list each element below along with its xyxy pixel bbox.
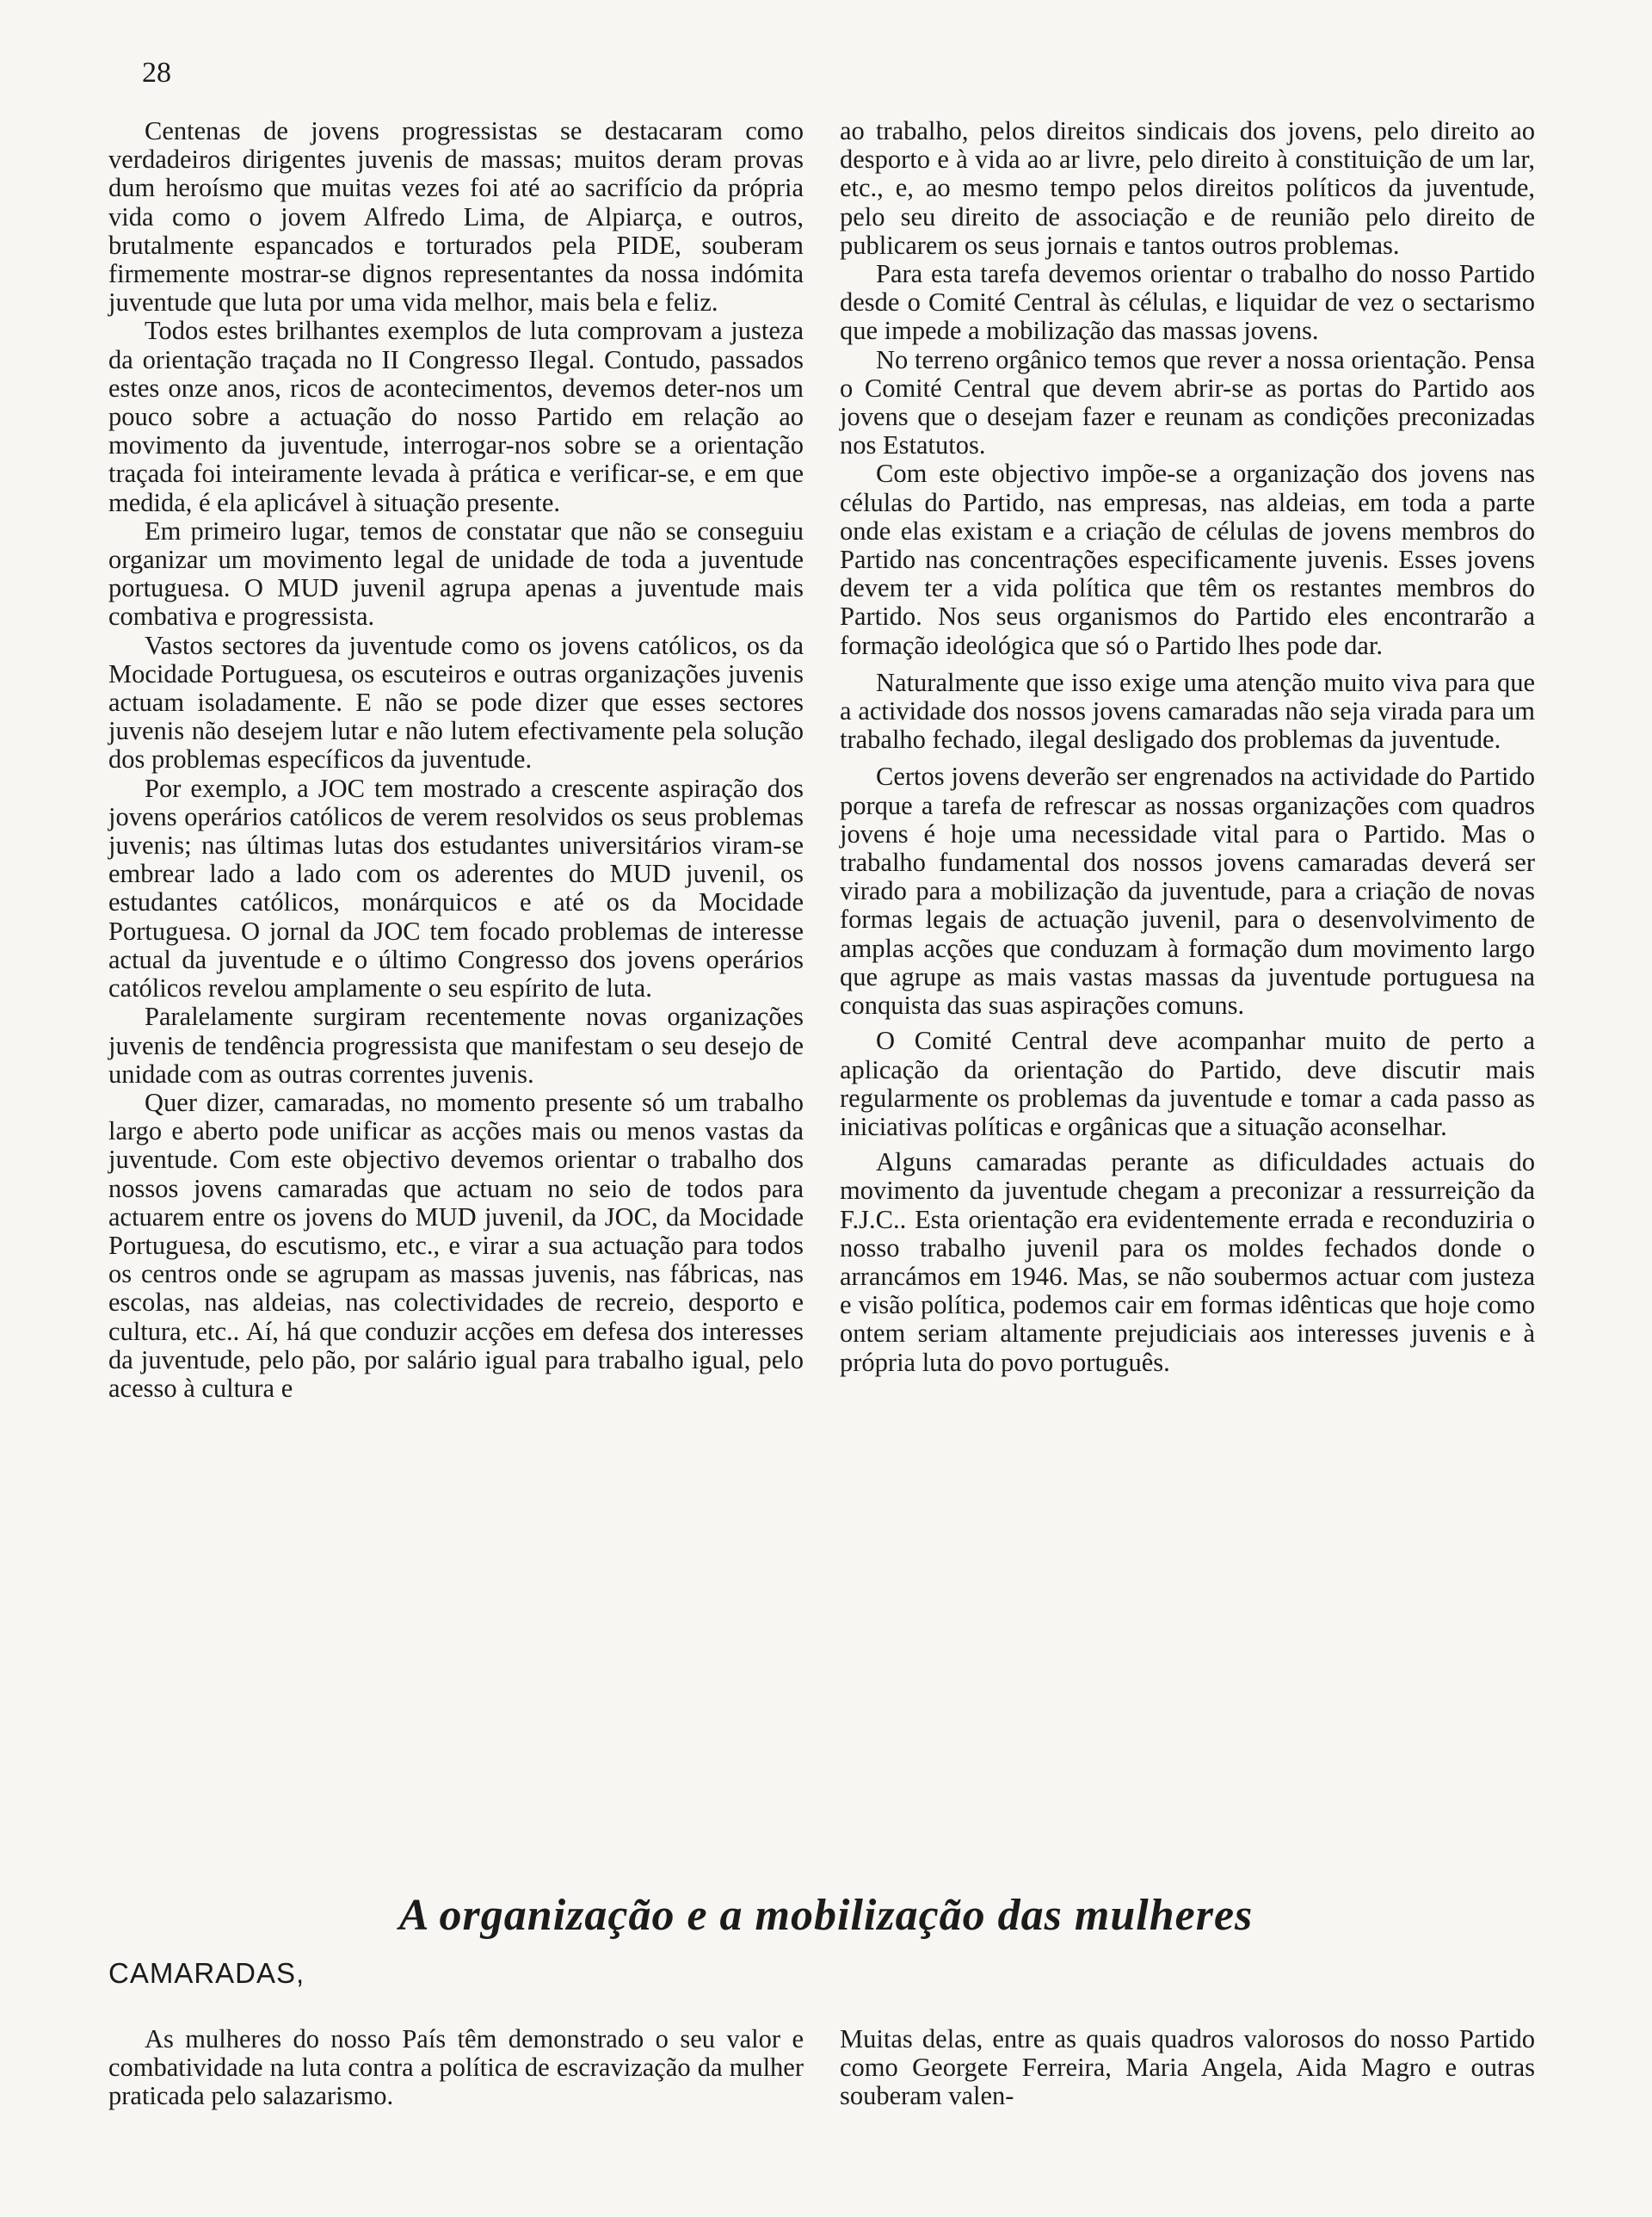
paragraph: Paralelamente surgiram recentemente novas organizações juvenis de tendência progressista que manifestam o seu desejo de unidade com as outras correntes juvenis. [108, 1002, 804, 1089]
paragraph: Certos jovens deverão ser engrenados na actividade do Partido porque a tarefa de refrescar as nossas organizações com quadros jovens é hoje uma necessidade vital para o Partido. Mas o trabalho fundamental dos nossos jovens camaradas deverá ser virado para a mobilização da juventude, para a criação de novas formas legais de actuação juvenil, para o desenvolvimento de amplas acções que conduzam à formação dum movimento largo que agrupe as mais vastas massas da juventude portuguesa na conquista das suas aspirações comuns. [840, 762, 1535, 1021]
paragraph: Com este objectivo impõe-se a organização dos jovens nas células do Partido, nas empresas, nas aldeias, em toda a parte onde elas existam e a criação de células de jovens membros do Partido nas concentrações especificamente juvenis. Esses jovens devem ter a vida política que têm os restantes membros do Partido. Nos seus organismos do Partido eles encontrarão a formação ideológica que só o Partido lhes pode dar. [840, 459, 1535, 660]
paragraph: Muitas delas, entre as quais quadros valorosos do nosso Partido como Georgete Ferreira, Maria Angela, Aida Magro e outras souberam valen- [840, 2024, 1535, 2111]
salutation: CAMARADAS, [108, 1957, 305, 1989]
paragraph: As mulheres do nosso País têm demonstrado o seu valor e combatividade na luta contra a política de escravização da mulher praticada pelo salazarismo. [108, 2024, 804, 2111]
paragraph: Quer dizer, camaradas, no momento presente só um trabalho largo e aberto pode unificar as acções mais ou menos vastas da juventude. Com este objectivo devemos orientar o trabalho dos nossos jovens camaradas que actuam no seio de todos para actuarem entre os jovens do MUD juvenil, da JOC, da Mocidade Portuguesa, do escutismo, etc., e virar a sua actuação para todos os centros onde se agrupam as massas juvenis, nas fábricas, nas escolas, nas aldeias, nas colectividades de recreio, desporto e cultura, etc.. Aí, há que conduzir acções em defesa dos interesses da juventude, pelo pão, por salário igual para trabalho igual, pelo acesso à cultura e [108, 1087, 804, 1403]
paragraph: ao trabalho, pelos direitos sindicais dos jovens, pelo direito ao desporto e à vida ao ar livre, pelo direito à constituição de um lar, etc., e, ao mesmo tempo pelos direitos políticos da juventude, pelo seu direito de associação e de reunião pelo direito de publicarem os seus jornais e tantos outros problemas. [840, 116, 1535, 260]
section-right-column [840, 2025, 1535, 2111]
paragraph: Por exemplo, a JOC tem mostrado a crescente aspiração dos jovens operários católicos de verem resolvidos os seus problemas juvenis; nas últimas lutas dos estudantes universitários viram-se embrear lado a lado com os aderentes do MUD juvenil, os estudantes católicos, monárquicos e até os da Mocidade Portuguesa. O jornal da JOC tem focado problemas de interesse actual da juventude e o último Congresso dos jovens operários católicos revelou amplamente o seu espírito de luta. [108, 773, 804, 1004]
paragraph: O Comité Central deve acompanhar muito de perto a aplicação da orientação do Partido, deve discutir mais regularmente os problemas da juventude e tomar a cada passo as iniciativas políticas e orgânicas que a situação aconselhar. [840, 1026, 1535, 1141]
right-column [840, 117, 1535, 1377]
page-number: 28 [142, 57, 171, 89]
paragraph: Em primeiro lugar, temos de constatar que não se conseguiu organizar um movimento legal de unidade de toda a juventude portuguesa. O MUD juvenil agrupa apenas a juventude mais combativa e progressista. [108, 516, 804, 632]
paragraph: Todos estes brilhantes exemplos de luta comprovam a justeza da orientação traçada no II Congresso Ilegal. Contudo, passados estes onze anos, ricos de acontecimentos, devemos deter-nos um pouco sobre a actuação do nosso Partido em relação ao movimento da juventude, interrogar-nos sobre se a orientação traçada foi inteiramente levada à prática e verificar-se, e em que medida, é ela aplicável à situação presente. [108, 316, 804, 517]
paragraph: Alguns camaradas perante as dificuldades actuais do movimento da juventude chegam a preconizar a ressurreição da F.J.C.. Esta orientação era evidentemente errada e reconduziria o nosso trabalho juvenil para os moldes fechados donde o arrancámos em 1946. Mas, se não soubermos actuar com justeza e visão política, podemos cair em formas idênticas que hoje como ontem seriam altamente prejudiciais aos interesses juvenis e à própria luta do povo português. [840, 1147, 1535, 1377]
section-left-column [108, 2025, 804, 2111]
left-column [108, 117, 804, 1403]
section-heading: A organização e a mobilização das mulheres [398, 1891, 1254, 1940]
paragraph: Para esta tarefa devemos orientar o trabalho do nosso Partido desde o Comité Central às células, e liquidar de vez o sectarismo que impede a mobilização das massas jovens. [840, 259, 1535, 346]
paragraph: Naturalmente que isso exige uma atenção muito viva para que a actividade dos nossos jovens camaradas não seja virada para um trabalho fechado, ilegal desligado dos problemas da juventude. [840, 667, 1535, 755]
paragraph: Centenas de jovens progressistas se destacaram como verdadeiros dirigentes juvenis de massas; muitos deram provas dum heroísmo que muitas vezes foi até ao sacrifício da própria vida como o jovem Alfredo Lima, de Alpiarça, e outros, brutalmente espancados e torturados pela PIDE, souberam firmemente mostrar-se dignos representantes da nossa indómita juventude que luta por uma vida melhor, mais bela e feliz. [108, 116, 804, 318]
paragraph: Vastos sectores da juventude como os jovens católicos, os da Mocidade Portuguesa, os escuteiros e outras organizações juvenis actuam isoladamente. E não se pode dizer que esses sectores juvenis não desejem lutar e não lutem efectivamente pela solução dos problemas específicos da juventude. [108, 630, 804, 775]
paragraph: No terreno orgânico temos que rever a nossa orientação. Pensa o Comité Central que devem abrir-se as portas do Partido aos jovens que o desejam fazer e reunam as condições preconizadas nos Estatutos. [840, 344, 1535, 460]
